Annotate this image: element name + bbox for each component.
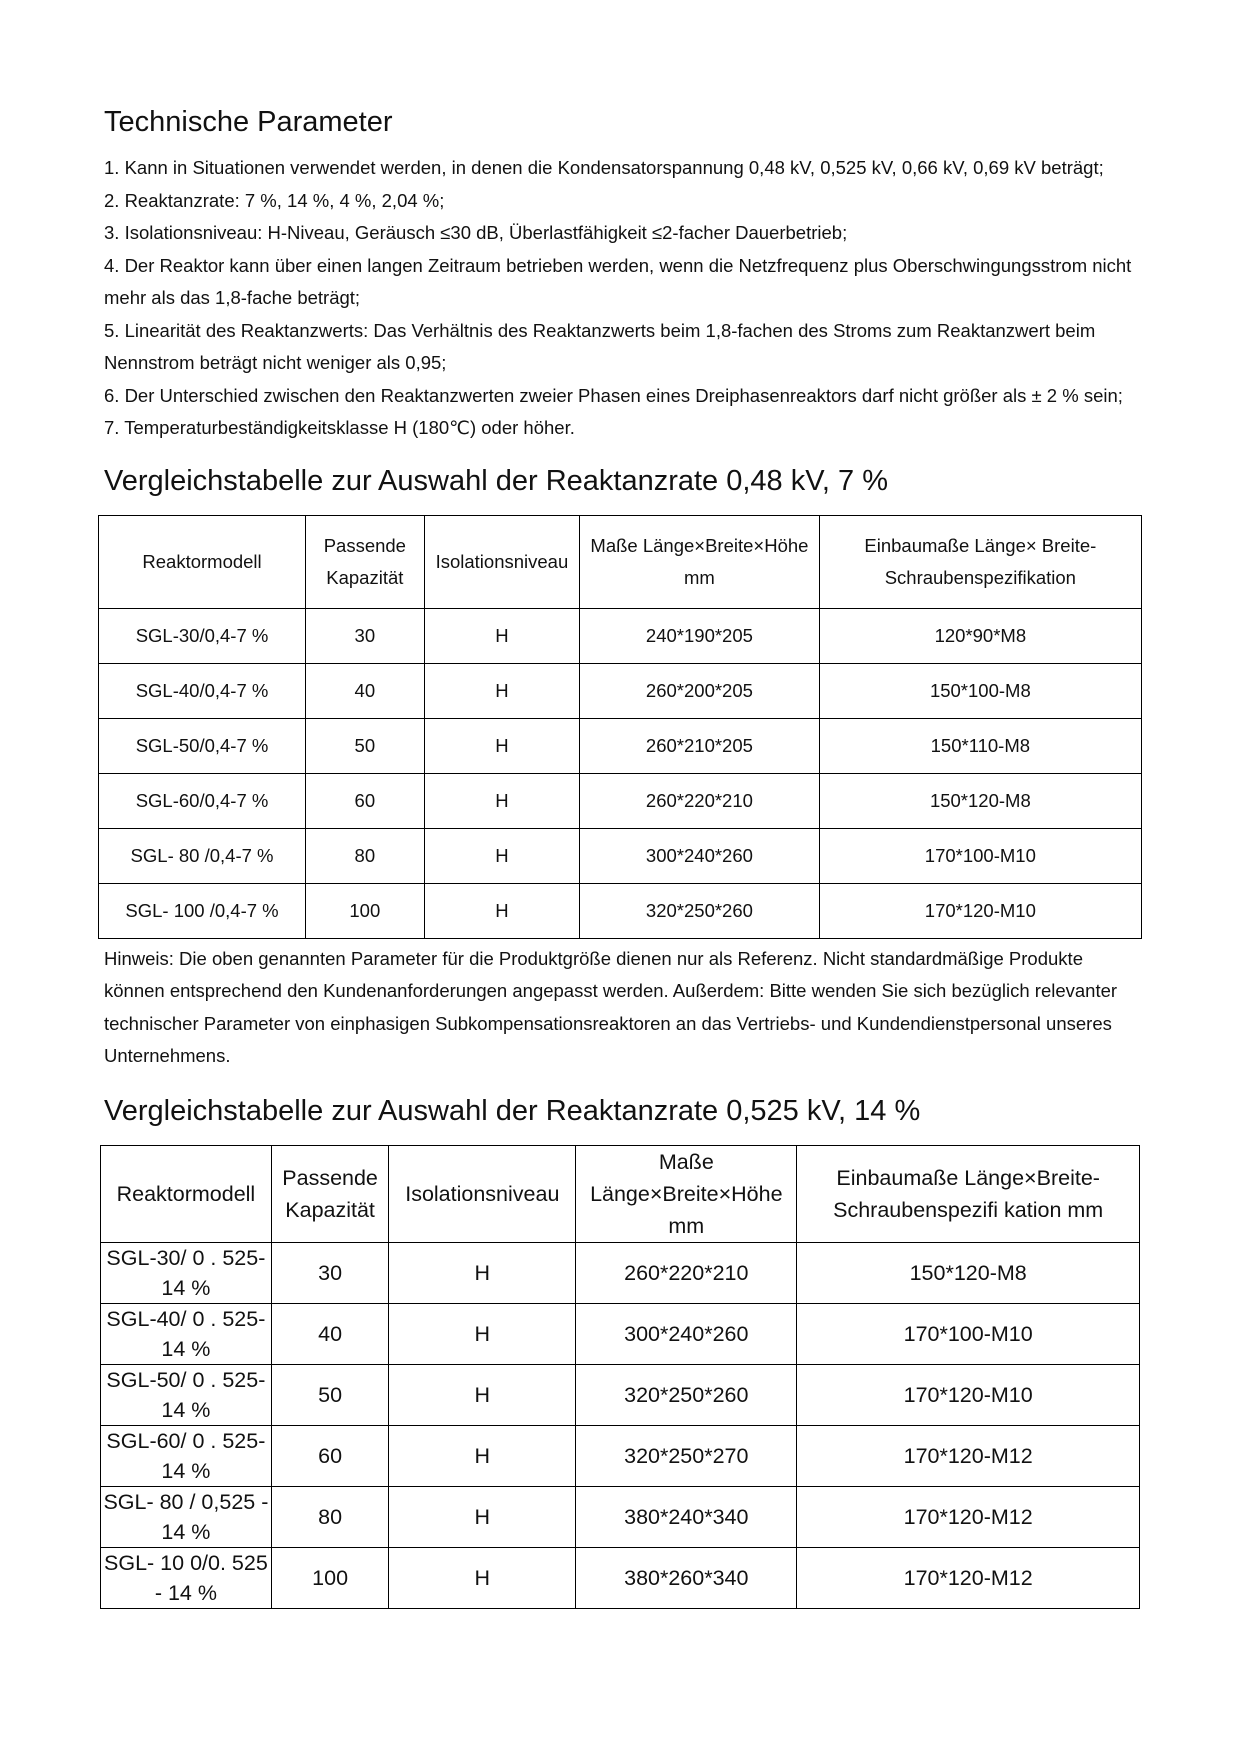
cell-capacity: 80 bbox=[271, 1487, 389, 1548]
parameter-item: 7. Temperaturbeständigkeitsklasse H (180℃) oder höher. bbox=[104, 417, 575, 438]
parameter-item: 5. Linearität des Reaktanzwerts: Das Verhältnis des Reaktanzwerts beim 1,8-fachen des Stroms zum Reaktanzwert beim Nennstrom beträgt nicht weniger als 0,95; bbox=[104, 319, 1096, 373]
table-row bbox=[99, 663, 1142, 718]
table-row bbox=[101, 1548, 1140, 1609]
table-row bbox=[101, 1243, 1140, 1304]
cell-model: SGL-30/ 0 . 525-14 % bbox=[101, 1243, 272, 1304]
cell-capacity: 80 bbox=[306, 828, 425, 883]
cell-dimensions: 260*200*205 bbox=[580, 663, 819, 718]
table-row bbox=[101, 1304, 1140, 1365]
header-dimensions: Maße Länge×Breite×Höhe mm bbox=[580, 515, 819, 608]
header-insulation: Isolationsniveau bbox=[389, 1146, 576, 1243]
cell-capacity: 50 bbox=[306, 718, 425, 773]
cell-capacity: 60 bbox=[306, 773, 425, 828]
cell-dimensions: 380*240*340 bbox=[576, 1487, 797, 1548]
table-row bbox=[99, 773, 1142, 828]
cell-insulation: H bbox=[424, 608, 580, 663]
header-mounting: Einbaumaße Länge× Breite-Schraubenspezifikation bbox=[819, 515, 1141, 608]
parameter-item: 6. Der Unterschied zwischen den Reaktanzwerten zweier Phasen eines Dreiphasenreaktors darf nicht größer als ± 2 % sein; bbox=[104, 384, 1123, 406]
cell-capacity: 30 bbox=[271, 1243, 389, 1304]
parameter-item: 1. Kann in Situationen verwendet werden, in denen die Kondensatorspannung 0,48 kV, 0,525 kV, 0,66 kV, 0,69 kV beträgt; bbox=[104, 157, 1104, 178]
header-model: Reaktormodell bbox=[99, 515, 306, 608]
cell-insulation: H bbox=[424, 883, 580, 938]
cell-mounting: 170*120-M12 bbox=[797, 1548, 1140, 1609]
table2-heading: Vergleichstabelle zur Auswahl der Reaktanzrate 0,525 kV, 14 % bbox=[104, 1095, 921, 1127]
cell-model: SGL-40/0,4-7 % bbox=[99, 663, 306, 718]
cell-model: SGL-50/0,4-7 % bbox=[99, 718, 306, 773]
cell-mounting: 170*100-M10 bbox=[819, 828, 1141, 883]
cell-capacity: 50 bbox=[271, 1365, 389, 1426]
cell-model: SGL- 80 / 0,525 - 14 % bbox=[101, 1487, 272, 1548]
table-row bbox=[99, 718, 1142, 773]
header-model: Reaktormodell bbox=[101, 1146, 272, 1243]
cell-model: SGL- 80 /0,4-7 % bbox=[99, 828, 306, 883]
table-row bbox=[99, 828, 1142, 883]
cell-mounting: 170*100-M10 bbox=[797, 1304, 1140, 1365]
cell-capacity: 40 bbox=[306, 663, 425, 718]
parameter-item: 2. Reaktanzrate: 7 %, 14 %, 4 %, 2,04 %; bbox=[104, 189, 445, 211]
cell-mounting: 170*120-M10 bbox=[797, 1365, 1140, 1426]
selection-table-048kv bbox=[98, 515, 1142, 939]
document-page bbox=[104, 100, 1144, 1609]
table-row bbox=[101, 1487, 1140, 1548]
cell-capacity: 30 bbox=[306, 608, 425, 663]
header-capacity: Passende Kapazität bbox=[271, 1146, 389, 1243]
cell-model: SGL-60/ 0 . 525-14 % bbox=[101, 1426, 272, 1487]
selection-table-0525kv bbox=[100, 1145, 1140, 1609]
header-dimensions: Maße Länge×Breite×Höhe mm bbox=[576, 1146, 797, 1243]
cell-mounting: 170*120-M12 bbox=[797, 1487, 1140, 1548]
cell-mounting: 170*120-M10 bbox=[819, 883, 1141, 938]
cell-insulation: H bbox=[389, 1365, 576, 1426]
parameter-item: 4. Der Reaktor kann über einen langen Zeitraum betrieben werden, wenn die Netzfrequenz plus Oberschwingungsstrom nicht mehr als das 1,8-fache beträgt; bbox=[104, 254, 1132, 308]
table-header-row bbox=[99, 515, 1142, 608]
cell-model: SGL-30/0,4-7 % bbox=[99, 608, 306, 663]
cell-model: SGL-50/ 0 . 525-14 % bbox=[101, 1365, 272, 1426]
cell-insulation: H bbox=[389, 1548, 576, 1609]
cell-model: SGL- 10 0/0. 525 - 14 % bbox=[101, 1548, 272, 1609]
cell-insulation: H bbox=[424, 718, 580, 773]
cell-dimensions: 300*240*260 bbox=[576, 1304, 797, 1365]
cell-dimensions: 300*240*260 bbox=[580, 828, 819, 883]
header-mounting: Einbaumaße Länge×Breite-Schraubenspezifi kation mm bbox=[797, 1146, 1140, 1243]
cell-capacity: 60 bbox=[271, 1426, 389, 1487]
cell-dimensions: 260*210*205 bbox=[580, 718, 819, 773]
cell-insulation: H bbox=[389, 1487, 576, 1548]
cell-capacity: 100 bbox=[271, 1548, 389, 1609]
table-row bbox=[101, 1365, 1140, 1426]
cell-mounting: 150*110-M8 bbox=[819, 718, 1141, 773]
header-capacity: Passende Kapazität bbox=[306, 515, 425, 608]
cell-mounting: 150*100-M8 bbox=[819, 663, 1141, 718]
cell-capacity: 40 bbox=[271, 1304, 389, 1365]
cell-dimensions: 320*250*270 bbox=[576, 1426, 797, 1487]
cell-insulation: H bbox=[389, 1243, 576, 1304]
cell-insulation: H bbox=[424, 773, 580, 828]
cell-insulation: H bbox=[389, 1426, 576, 1487]
cell-insulation: H bbox=[424, 663, 580, 718]
cell-mounting: 150*120-M8 bbox=[819, 773, 1141, 828]
page-title: Technische Parameter bbox=[104, 106, 393, 138]
cell-model: SGL- 100 /0,4-7 % bbox=[99, 883, 306, 938]
cell-dimensions: 380*260*340 bbox=[576, 1548, 797, 1609]
cell-insulation: H bbox=[424, 828, 580, 883]
cell-insulation: H bbox=[389, 1304, 576, 1365]
table-header-row bbox=[101, 1146, 1140, 1243]
cell-model: SGL-40/ 0 . 525-14 % bbox=[101, 1304, 272, 1365]
cell-dimensions: 240*190*205 bbox=[580, 608, 819, 663]
cell-model: SGL-60/0,4-7 % bbox=[99, 773, 306, 828]
header-insulation: Isolationsniveau bbox=[424, 515, 580, 608]
parameter-item: 3. Isolationsniveau: H-Niveau, Geräusch ≤30 dB, Überlastfähigkeit ≤2-facher Dauerbetrieb; bbox=[104, 222, 848, 243]
parameter-list bbox=[104, 152, 1144, 445]
cell-dimensions: 260*220*210 bbox=[580, 773, 819, 828]
cell-mounting: 120*90*M8 bbox=[819, 608, 1141, 663]
table1-heading: Vergleichstabelle zur Auswahl der Reaktanzrate 0,48 kV, 7 % bbox=[104, 464, 889, 497]
cell-dimensions: 260*220*210 bbox=[576, 1243, 797, 1304]
cell-dimensions: 320*250*260 bbox=[576, 1365, 797, 1426]
cell-mounting: 150*120-M8 bbox=[797, 1243, 1140, 1304]
table-row bbox=[99, 608, 1142, 663]
cell-mounting: 170*120-M12 bbox=[797, 1426, 1140, 1487]
cell-dimensions: 320*250*260 bbox=[580, 883, 819, 938]
table-row bbox=[99, 883, 1142, 938]
cell-capacity: 100 bbox=[306, 883, 425, 938]
table1-note: Hinweis: Die oben genannten Parameter für die Produktgröße dienen nur als Referenz. Nicht standardmäßige Produkte können entsprechend den Kundenanforderungen angepasst werden. Außerdem: Bitte wenden Sie sich bezüglich relevanter technischer Parameter von einphasigen Subkompensationsreaktoren an das Vertriebs- und Kundendienstpersonal unseres Unternehmens. bbox=[104, 947, 1118, 1066]
table-row bbox=[101, 1426, 1140, 1487]
